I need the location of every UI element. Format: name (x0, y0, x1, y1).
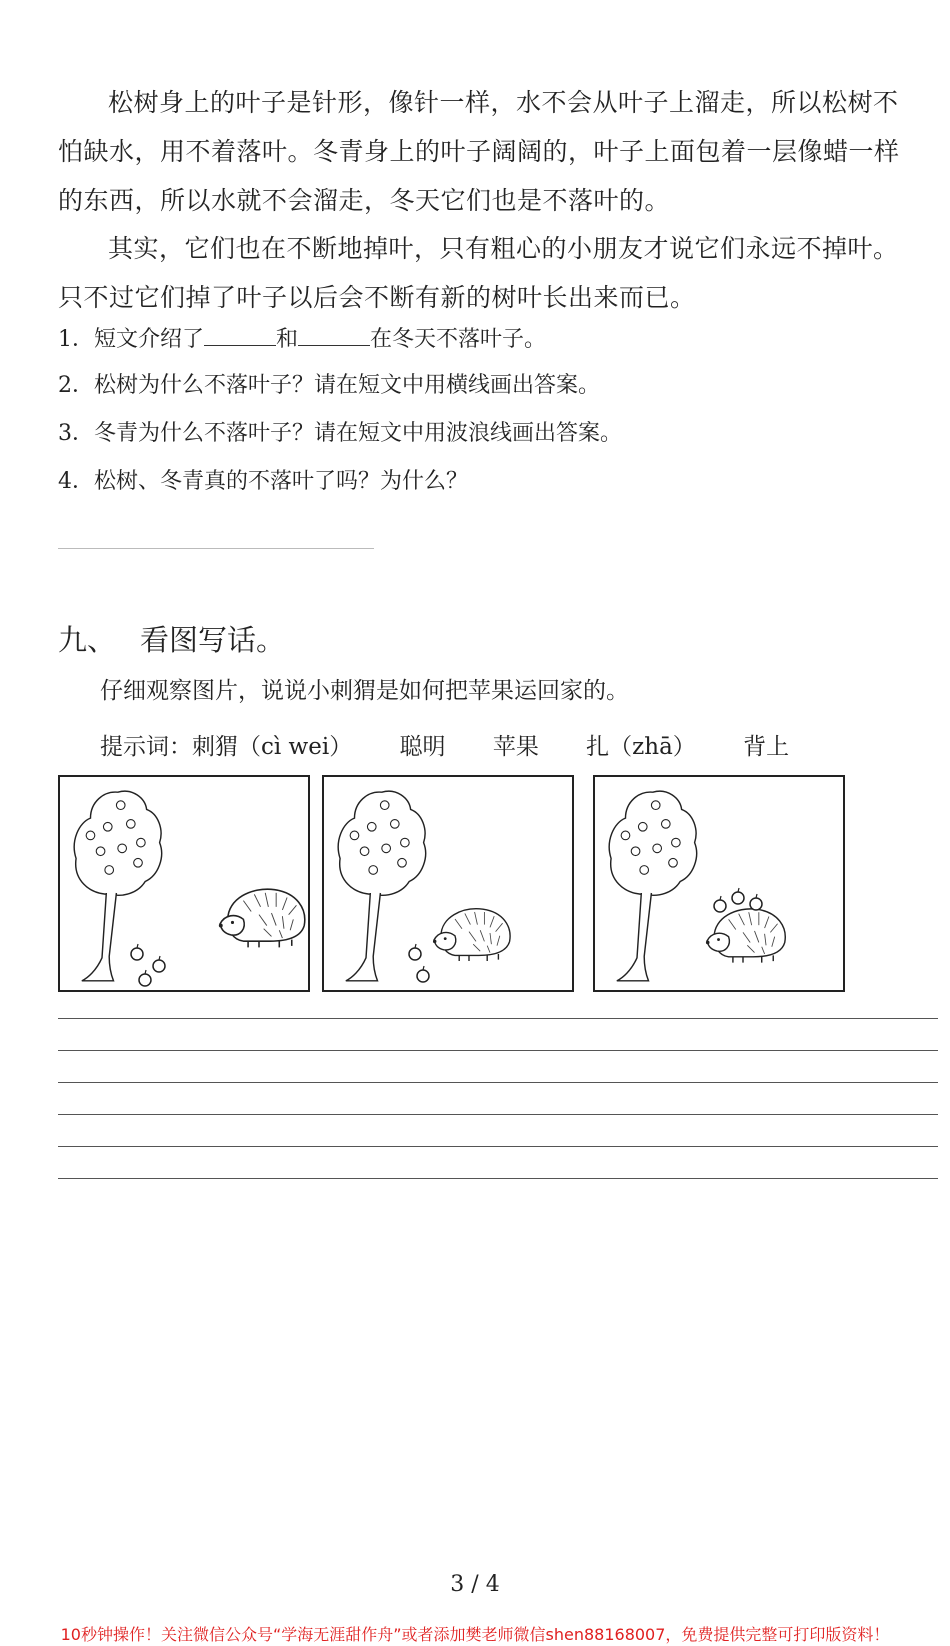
passage-paragraph-2: 其实，它们也在不断地掉叶，只有粗心的小朋友才说它们永远不掉叶。只不过它们掉了叶子以后会不断有新的树叶长出来而已。 (58, 234, 899, 312)
picture-panel-1 (58, 775, 310, 992)
tree-hedgehog-illustration (60, 777, 308, 990)
passage-paragraph-1: 松树身上的叶子是针形，像针一样，水不会从叶子上溜走，所以松树不怕缺水，用不着落叶。冬青身上的叶子阔阔的，叶子上面包着一层像蜡一样的东西，所以水就不会溜走，冬天它们也是不落叶的。 (58, 88, 900, 215)
question-1 (58, 323, 546, 355)
hint-word: 聪明 (399, 734, 446, 760)
question-4: 4．松树、冬青真的不落叶了吗？为什么？ (58, 469, 468, 494)
hint-word: 扎（zhā） (586, 734, 696, 760)
question-3: 3．冬青为什么不落叶子？请在短文中用波浪线画出答案。 (58, 421, 622, 446)
question-1-mid: 和 (276, 327, 299, 352)
hint-word: 背上 (743, 734, 790, 760)
hint-words (100, 728, 829, 761)
writing-line[interactable] (58, 1050, 938, 1051)
footer-notice: 10秒钟操作！关注微信公众号“学海无涯甜作舟”或者添加樊老师微信shen88168007，免费提供完整可打印版资料！ (60, 1625, 890, 1644)
question-1-suffix: 在冬天不落叶子。 (370, 327, 547, 352)
writing-line[interactable] (58, 1146, 938, 1147)
hint-label: 提示词：刺猬（cì wei） (100, 734, 353, 760)
answer-blank-1[interactable] (204, 323, 276, 346)
hint-word: 苹果 (492, 734, 539, 760)
tree-hedgehog-illustration (324, 777, 572, 990)
section-instruction: 仔细观察图片，说说小刺猬是如何把苹果运回家的。 (100, 678, 629, 704)
writing-line[interactable] (58, 1082, 938, 1083)
writing-line[interactable] (58, 1178, 938, 1179)
picture-panel-3 (593, 775, 845, 992)
page-number: 3 / 4 (450, 1572, 500, 1597)
section-number: 九、 (58, 623, 117, 657)
section-title: 看图写话。 (140, 623, 286, 657)
question-1-prefix: 1．短文介绍了 (58, 327, 204, 352)
writing-line[interactable] (58, 1018, 938, 1019)
answer-blank-2[interactable] (298, 323, 370, 346)
writing-line[interactable] (58, 1114, 938, 1115)
question-2: 2．松树为什么不落叶子？请在短文中用横线画出答案。 (58, 373, 600, 398)
answer-line-q4[interactable] (58, 548, 374, 549)
tree-hedgehog-illustration (595, 777, 843, 990)
section-heading (58, 618, 285, 659)
picture-panel-2 (322, 775, 574, 992)
